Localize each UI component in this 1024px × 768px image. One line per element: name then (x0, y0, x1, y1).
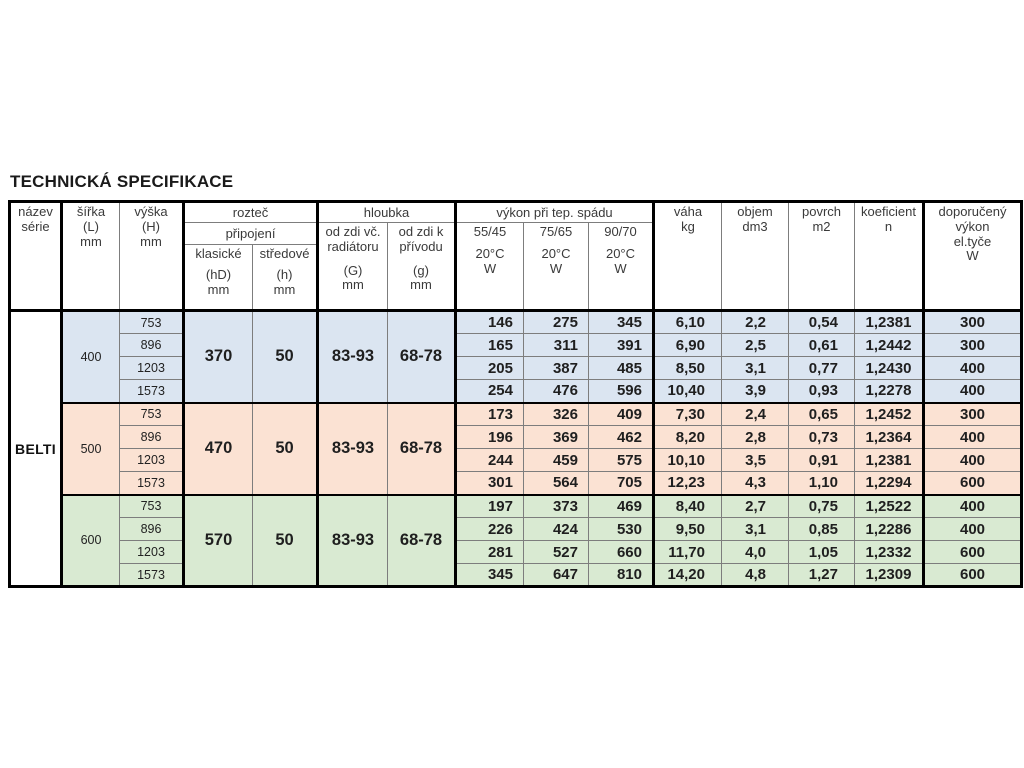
width-cell: 500 (62, 403, 120, 495)
label-sirka-sub: (L) (83, 218, 99, 234)
label-vyska: výška (134, 204, 168, 219)
recommended-power-cell: 300 (924, 403, 1022, 426)
height-cell: 896 (120, 334, 184, 357)
recommended-power-cell: 400 (924, 357, 1022, 380)
weight-cell: 11,70 (654, 541, 722, 564)
table-row (10, 334, 1022, 357)
recommended-power-cell: 600 (924, 541, 1022, 564)
volume-cell: 4,3 (722, 472, 789, 495)
coefficient-cell: 1,2522 (855, 495, 924, 518)
recommended-power-cell: 400 (924, 426, 1022, 449)
power-55-45-cell: 165 (456, 334, 524, 357)
spec-table-container (8, 200, 1023, 588)
surface-cell: 0,93 (789, 380, 855, 403)
height-cell: 896 (120, 426, 184, 449)
unit-w: W (614, 260, 627, 276)
weight-cell: 8,20 (654, 426, 722, 449)
coefficient-cell: 1,2381 (855, 311, 924, 334)
surface-cell: 0,85 (789, 518, 855, 541)
col-header-koeficient (855, 202, 924, 311)
unit-kg: kg (681, 218, 695, 234)
label-koeficient: koeficient (861, 204, 916, 219)
coefficient-cell: 1,2381 (855, 449, 924, 472)
surface-cell: 0,61 (789, 334, 855, 357)
power-90-70-cell: 575 (589, 449, 654, 472)
label-hD: (hD) (205, 266, 232, 282)
volume-cell: 2,7 (722, 495, 789, 518)
label-od-zdi-k: od zdi k (398, 224, 444, 239)
col-header-vyska (120, 202, 184, 311)
label-75-65: 75/65 (539, 224, 573, 239)
recommended-power-cell: 300 (924, 311, 1022, 334)
table-row (10, 518, 1022, 541)
unit-mm: mm (207, 281, 230, 297)
depth-supply-cell: 68-78 (388, 311, 456, 403)
coefficient-cell: 1,2294 (855, 472, 924, 495)
weight-cell: 6,10 (654, 311, 722, 334)
label-stredove: středové (259, 246, 310, 261)
table-row (10, 380, 1022, 403)
depth-radiator-cell: 83-93 (318, 403, 388, 495)
height-cell: 1203 (120, 541, 184, 564)
unit-mm: mm (342, 277, 364, 293)
coefficient-cell: 1,2430 (855, 357, 924, 380)
power-75-65-cell: 275 (524, 311, 589, 334)
surface-cell: 1,10 (789, 472, 855, 495)
volume-cell: 2,8 (722, 426, 789, 449)
coefficient-cell: 1,2332 (855, 541, 924, 564)
depth-supply-cell: 68-78 (388, 495, 456, 587)
label-h: (h) (276, 266, 293, 282)
volume-cell: 3,1 (722, 357, 789, 380)
power-90-70-cell: 462 (589, 426, 654, 449)
weight-cell: 14,20 (654, 564, 722, 587)
col-header-povrch (789, 202, 855, 311)
pitch-central-cell: 50 (253, 403, 318, 495)
volume-cell: 3,9 (722, 380, 789, 403)
volume-cell: 3,5 (722, 449, 789, 472)
height-cell: 1203 (120, 357, 184, 380)
label-doporuceny-vykon: výkon (955, 218, 990, 234)
power-75-65-cell: 424 (524, 518, 589, 541)
volume-cell: 2,4 (722, 403, 789, 426)
pitch-classic-cell: 370 (184, 311, 253, 403)
col-header-stredove (253, 245, 318, 311)
label-privodu: přívodu (399, 238, 443, 254)
col-header-spad-75-65 (524, 223, 589, 311)
width-cell: 400 (62, 311, 120, 403)
recommended-power-cell: 600 (924, 564, 1022, 587)
weight-cell: 8,50 (654, 357, 722, 380)
power-55-45-cell: 205 (456, 357, 524, 380)
col-group-vykon: výkon při tep. spádu (456, 202, 654, 223)
weight-cell: 10,10 (654, 449, 722, 472)
height-cell: 753 (120, 495, 184, 518)
unit-mm: mm (273, 281, 296, 297)
power-90-70-cell: 485 (589, 357, 654, 380)
volume-cell: 4,0 (722, 541, 789, 564)
col-group-roztec: rozteč (184, 202, 318, 223)
power-90-70-cell: 530 (589, 518, 654, 541)
unit-mm: mm (410, 277, 432, 293)
table-row (10, 495, 1022, 518)
surface-cell: 0,91 (789, 449, 855, 472)
power-90-70-cell: 391 (589, 334, 654, 357)
surface-cell: 0,73 (789, 426, 855, 449)
width-cell: 600 (62, 495, 120, 587)
depth-radiator-cell: 83-93 (318, 495, 388, 587)
power-55-45-cell: 173 (456, 403, 524, 426)
label-objem: objem (737, 204, 773, 219)
col-header-sirka (62, 202, 120, 311)
power-90-70-cell: 345 (589, 311, 654, 334)
unit-dm3: dm3 (742, 218, 768, 234)
table-row (10, 311, 1022, 334)
label-sirka: šířka (76, 204, 106, 219)
label-20c: 20°C (475, 245, 505, 261)
power-75-65-cell: 459 (524, 449, 589, 472)
height-cell: 1573 (120, 564, 184, 587)
recommended-power-cell: 400 (924, 449, 1022, 472)
recommended-power-cell: 400 (924, 518, 1022, 541)
weight-cell: 10,40 (654, 380, 722, 403)
col-header-nazev-serie (10, 202, 62, 311)
label-20c: 20°C (541, 245, 571, 261)
unit-n: n (884, 218, 893, 234)
power-90-70-cell: 469 (589, 495, 654, 518)
page-title: TECHNICKÁ SPECIFIKACE (10, 172, 234, 191)
recommended-power-cell: 400 (924, 495, 1022, 518)
coefficient-cell: 1,2309 (855, 564, 924, 587)
weight-cell: 8,40 (654, 495, 722, 518)
pitch-central-cell: 50 (253, 495, 318, 587)
weight-cell: 7,30 (654, 403, 722, 426)
height-cell: 1203 (120, 449, 184, 472)
surface-cell: 1,05 (789, 541, 855, 564)
table-row (10, 541, 1022, 564)
label-serie: série (21, 218, 50, 234)
table-row (10, 403, 1022, 426)
unit-w: W (549, 260, 563, 276)
series-name-cell: BELTI (10, 311, 62, 587)
power-75-65-cell: 564 (524, 472, 589, 495)
height-cell: 753 (120, 311, 184, 334)
surface-cell: 0,75 (789, 495, 855, 518)
power-90-70-cell: 660 (589, 541, 654, 564)
weight-cell: 6,90 (654, 334, 722, 357)
power-55-45-cell: 146 (456, 311, 524, 334)
coefficient-cell: 1,2442 (855, 334, 924, 357)
recommended-power-cell: 400 (924, 380, 1022, 403)
height-cell: 1573 (120, 472, 184, 495)
col-header-vaha (654, 202, 722, 311)
label-nazev: název (18, 204, 53, 219)
volume-cell: 4,8 (722, 564, 789, 587)
pitch-classic-cell: 570 (184, 495, 253, 587)
label-el-tyce: el.tyče (953, 233, 992, 249)
table-row (10, 449, 1022, 472)
col-group-hloubka: hloubka (318, 202, 456, 223)
label-g: (g) (413, 262, 429, 278)
label-vaha: váha (673, 204, 703, 219)
surface-cell: 0,65 (789, 403, 855, 426)
volume-cell: 2,2 (722, 311, 789, 334)
surface-cell: 0,77 (789, 357, 855, 380)
col-header-od-zdi-vc-radiatoru (318, 223, 388, 311)
unit-m2: m2 (812, 218, 831, 234)
col-group-pripojeni: připojení (184, 223, 318, 245)
power-55-45-cell: 254 (456, 380, 524, 403)
volume-cell: 2,5 (722, 334, 789, 357)
depth-radiator-cell: 83-93 (318, 311, 388, 403)
label-radiatoru: radiátoru (327, 238, 379, 254)
height-cell: 896 (120, 518, 184, 541)
power-75-65-cell: 311 (524, 334, 589, 357)
label-klasicke: klasické (195, 246, 242, 261)
coefficient-cell: 1,2364 (855, 426, 924, 449)
unit-w: W (966, 248, 979, 264)
power-55-45-cell: 196 (456, 426, 524, 449)
col-header-objem (722, 202, 789, 311)
power-75-65-cell: 647 (524, 564, 589, 587)
surface-cell: 1,27 (789, 564, 855, 587)
col-header-od-zdi-k-privodu (388, 223, 456, 311)
spec-table (8, 200, 1023, 588)
power-75-65-cell: 369 (524, 426, 589, 449)
label-G: (G) (343, 262, 363, 278)
label-vyska-sub: (H) (141, 218, 161, 234)
power-55-45-cell: 226 (456, 518, 524, 541)
power-90-70-cell: 810 (589, 564, 654, 587)
header-row-groups (10, 202, 1022, 223)
coefficient-cell: 1,2278 (855, 380, 924, 403)
coefficient-cell: 1,2286 (855, 518, 924, 541)
height-cell: 753 (120, 403, 184, 426)
unit-mm: mm (140, 233, 162, 249)
power-55-45-cell: 244 (456, 449, 524, 472)
power-90-70-cell: 409 (589, 403, 654, 426)
power-75-65-cell: 373 (524, 495, 589, 518)
recommended-power-cell: 600 (924, 472, 1022, 495)
col-header-spad-55-45 (456, 223, 524, 311)
col-header-doporuceny-vykon (924, 202, 1022, 311)
table-row (10, 564, 1022, 587)
power-55-45-cell: 197 (456, 495, 524, 518)
weight-cell: 12,23 (654, 472, 722, 495)
table-row (10, 472, 1022, 495)
power-55-45-cell: 345 (456, 564, 524, 587)
surface-cell: 0,54 (789, 311, 855, 334)
label-55-45: 55/45 (473, 224, 507, 239)
power-75-65-cell: 326 (524, 403, 589, 426)
depth-supply-cell: 68-78 (388, 403, 456, 495)
power-55-45-cell: 301 (456, 472, 524, 495)
height-cell: 1573 (120, 380, 184, 403)
power-90-70-cell: 596 (589, 380, 654, 403)
label-90-70: 90/70 (604, 224, 637, 239)
power-75-65-cell: 527 (524, 541, 589, 564)
volume-cell: 3,1 (722, 518, 789, 541)
label-od-zdi-vc: od zdi vč. (325, 224, 381, 239)
spec-table-body (10, 311, 1022, 587)
unit-mm: mm (80, 233, 102, 249)
pitch-central-cell: 50 (253, 311, 318, 403)
recommended-power-cell: 300 (924, 334, 1022, 357)
power-90-70-cell: 705 (589, 472, 654, 495)
table-row (10, 426, 1022, 449)
label-20c: 20°C (605, 245, 636, 261)
weight-cell: 9,50 (654, 518, 722, 541)
power-55-45-cell: 281 (456, 541, 524, 564)
coefficient-cell: 1,2452 (855, 403, 924, 426)
unit-w: W (483, 260, 497, 276)
power-75-65-cell: 387 (524, 357, 589, 380)
label-doporuceny: doporučený (938, 204, 1007, 219)
pitch-classic-cell: 470 (184, 403, 253, 495)
power-75-65-cell: 476 (524, 380, 589, 403)
label-povrch: povrch (801, 204, 842, 219)
col-header-spad-90-70 (589, 223, 654, 311)
spec-table-header (10, 202, 1022, 311)
table-row (10, 357, 1022, 380)
col-header-klasicke (184, 245, 253, 311)
